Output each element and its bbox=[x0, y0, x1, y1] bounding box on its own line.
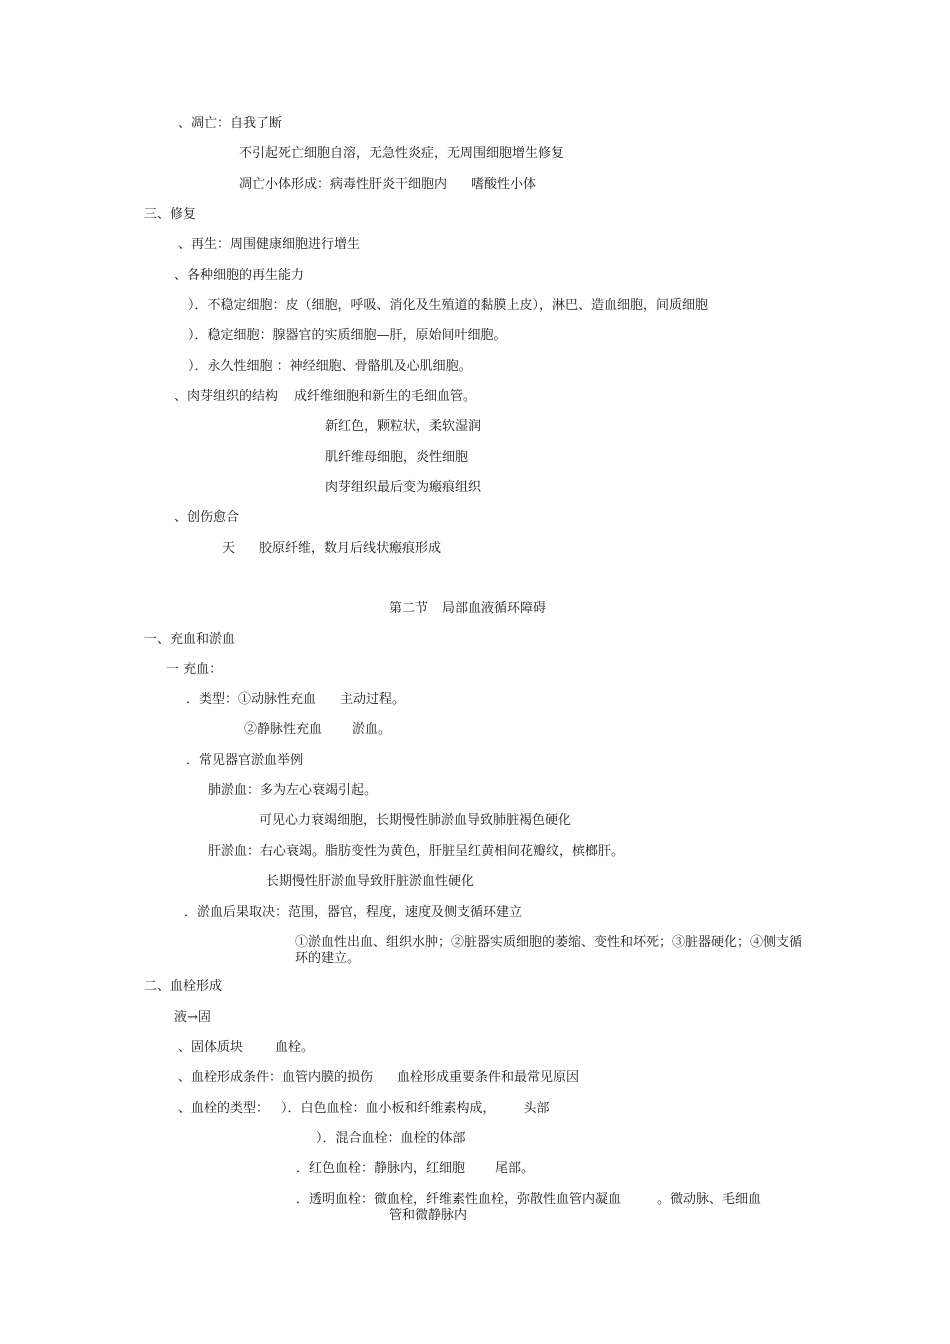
section-heading: 一、充血和淤血 bbox=[144, 632, 236, 647]
text-segment: ．红色血栓：静脉内，红细胞 bbox=[296, 1161, 466, 1176]
text-segment: 、血栓形成条件：血管内膜的损伤 bbox=[178, 1070, 374, 1085]
text-segment: ②静脉性充血 bbox=[244, 722, 323, 737]
section-heading: 三、修复 bbox=[144, 207, 197, 222]
text-line: 肺淤血：多为左心衰竭引起。 bbox=[208, 783, 378, 798]
text-line: ）．混合血栓：血栓的体部 bbox=[316, 1131, 466, 1146]
text-line: 不引起死亡细胞自溶，无急性炎症，无周围细胞增生修复 bbox=[239, 146, 565, 161]
text-segment: 、血栓的类型： bbox=[178, 1101, 270, 1116]
text-line bbox=[186, 692, 405, 708]
text-segment: ）．白色血栓：血小板和纤维素构成， bbox=[281, 1101, 496, 1116]
text-segment: 嗜酸性小体 bbox=[471, 177, 537, 192]
text-line: 管和微静脉内 bbox=[389, 1208, 468, 1223]
text-line bbox=[222, 541, 441, 557]
text-line bbox=[239, 177, 536, 193]
section-title bbox=[389, 601, 546, 617]
section-number: 第二节 bbox=[389, 601, 429, 616]
text-line: 可见心力衰竭细胞，长期慢性肺淤血导致肺脏褐色硬化 bbox=[259, 813, 572, 828]
text-segment: 血栓形成重要条件和最常见原因 bbox=[397, 1070, 580, 1085]
text-line bbox=[178, 1101, 550, 1117]
text-line: 、凋亡：自我了断 bbox=[178, 116, 283, 131]
text-line: 肌纤维母细胞，炎性细胞 bbox=[325, 450, 469, 465]
section-name: 局部血液循环障碍 bbox=[442, 601, 547, 616]
text-line bbox=[244, 722, 391, 738]
text-segment: ．透明血栓：微血栓，纤维素性血栓，弥散性血管内凝血 bbox=[296, 1192, 622, 1207]
text-line: 、创伤愈合 bbox=[174, 510, 240, 525]
text-line: ）．永久性细胞 ：神经细胞、骨骼肌及心肌细胞。 bbox=[188, 359, 472, 374]
text-line: 、再生：周围健康细胞进行增生 bbox=[178, 237, 361, 252]
text-segment: 、固体质块 bbox=[178, 1040, 244, 1055]
text-line: ．常见器官淤血举例 bbox=[186, 753, 304, 768]
text-line: 液→固 bbox=[174, 1010, 211, 1025]
text-segment: 血栓。 bbox=[275, 1040, 315, 1055]
text-line: 长期慢性肝淤血导致肝脏淤血性硬化 bbox=[266, 874, 475, 889]
text-segment: 主动过程。 bbox=[340, 692, 406, 707]
text-line bbox=[174, 389, 476, 405]
text-line bbox=[296, 1192, 761, 1208]
text-line: ①淤血性出血、组织水肿；②脏器实质细胞的萎缩、变性和坏死；③脏器硬化；④侧支循环的建立。 bbox=[295, 935, 803, 966]
text-line: 一 充血： bbox=[166, 662, 223, 677]
text-segment: 。微动脉、毛细血 bbox=[657, 1192, 762, 1207]
text-segment: 天 bbox=[222, 541, 236, 556]
text-line bbox=[178, 1070, 579, 1086]
text-segment: 成纤维细胞和新生的毛细血管。 bbox=[294, 389, 477, 404]
text-line: ）．不稳定细胞：皮（细胞，呼吸、消化及生殖道的黏膜上皮），淋巴、造血细胞，间质细胞 bbox=[188, 298, 709, 313]
text-segment: 凋亡小体形成：病毒性肝炎干细胞内 bbox=[239, 177, 448, 192]
text-line bbox=[178, 1040, 314, 1056]
text-segment: 胶原纤维，数月后线状瘢痕形成 bbox=[259, 541, 442, 556]
text-line bbox=[296, 1161, 534, 1177]
text-segment: 淤血。 bbox=[352, 722, 392, 737]
section-heading: 二、血栓形成 bbox=[144, 979, 223, 994]
text-segment: 、肉芽组织的结构 bbox=[174, 389, 279, 404]
text-line: 肉芽组织最后变为瘢痕组织 bbox=[325, 480, 482, 495]
text-line: ．淤血后果取决：范围，器官，程度，速度及侧支循环建立 bbox=[184, 905, 523, 920]
text-segment: 尾部。 bbox=[495, 1161, 535, 1176]
text-line: ）．稳定细胞：腺器官的实质细胞—肝，原始间叶细胞。 bbox=[188, 328, 507, 343]
text-segment: 头部 bbox=[523, 1101, 550, 1116]
text-line: 新红色，颗粒状，柔软湿润 bbox=[325, 419, 482, 434]
text-line: 、各种细胞的再生能力 bbox=[174, 268, 305, 283]
text-segment: ．类型：①动脉性充血 bbox=[186, 692, 317, 707]
text-line: 肝淤血：右心衰竭。脂肪变性为黄色，肝脏呈红黄相间花瓣纹，槟榔肝。 bbox=[208, 844, 625, 859]
